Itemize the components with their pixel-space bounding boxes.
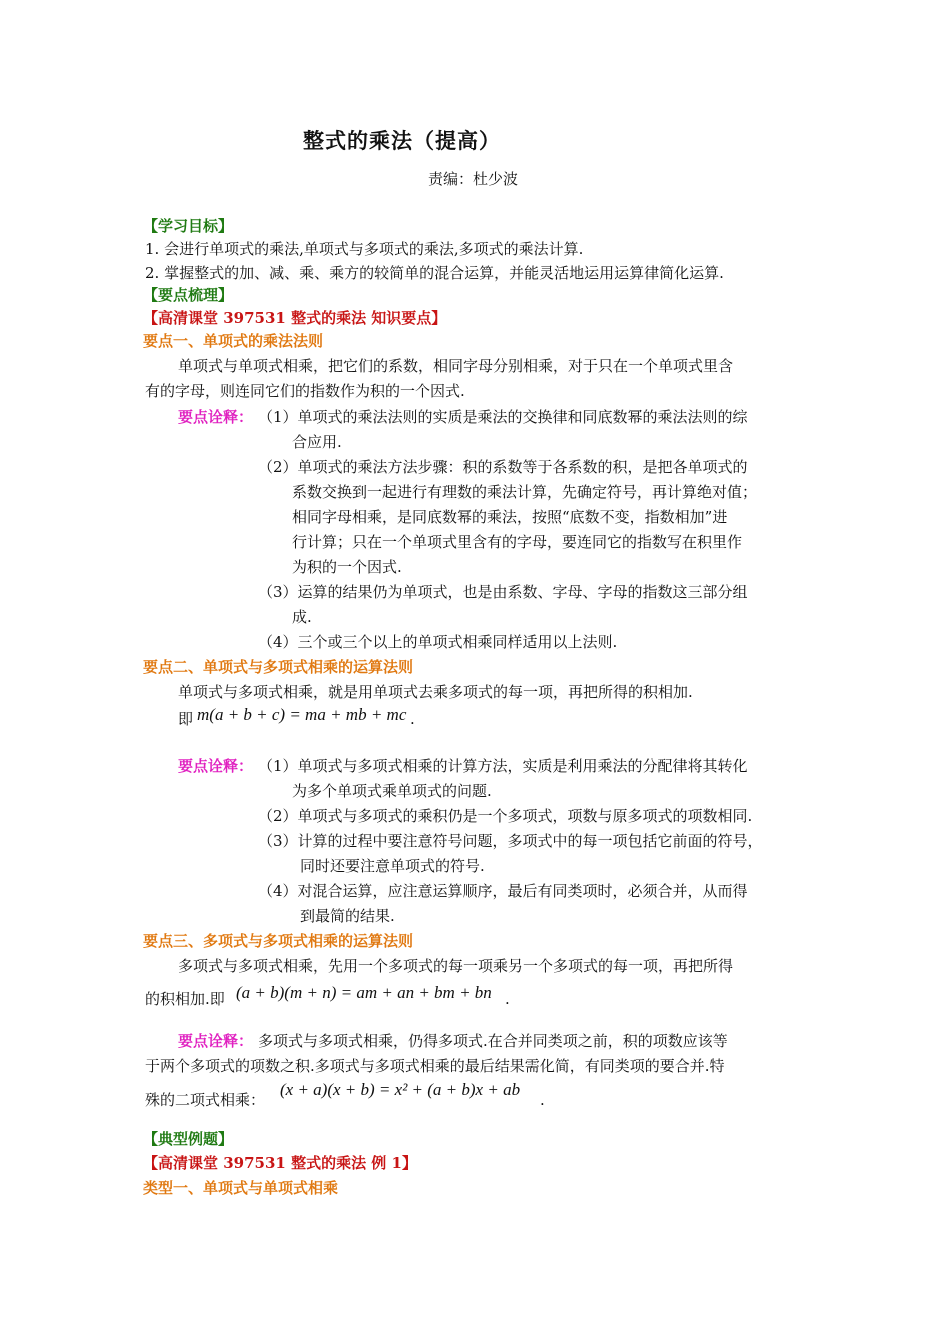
point3-formula: (a + b)(m + n) = am + an + bm + bn bbox=[236, 983, 492, 1002]
video-link-example1[interactable]: 【高清课堂 397531 整式的乘法 例 1】 bbox=[143, 1154, 417, 1172]
point1-body-line1: 单项式与单项式相乘，把它们的系数，相同字母分别相乘，对于只在一个单项式里含 bbox=[178, 357, 734, 375]
point1-note-3b: 成. bbox=[292, 608, 312, 626]
point2-note-4b: 到最简的结果. bbox=[300, 907, 395, 925]
editor-credit: 责编：杜少波 bbox=[428, 170, 519, 188]
point2-formula: m(a + b + c) = ma + mb + mc bbox=[197, 705, 407, 724]
point1-note-2e: 为积的一个因式. bbox=[292, 558, 402, 576]
point2-body: 单项式与多项式相乘，就是用单项式去乘多项式的每一项，再把所得的积相加. bbox=[178, 683, 693, 701]
point3-formula2-period: . bbox=[540, 1091, 545, 1109]
point3-note-line3: 殊的二项式相乘： bbox=[145, 1091, 266, 1109]
point3-body-prefix: 的积相加.即 bbox=[145, 990, 225, 1008]
points-header: 【要点梳理】 bbox=[143, 286, 234, 304]
point1-note-1a: （1）单项式的乘法法则的实质是乘法的交换律和同底数幂的乘法法则的综 bbox=[258, 408, 748, 426]
page-title: 整式的乘法（提高） bbox=[303, 128, 501, 153]
point2-formula-prefix: 即 bbox=[178, 710, 194, 728]
point1-note-label: 要点诠释： bbox=[178, 408, 254, 426]
goal-item-2: 2. 掌握整式的加、减、乘、乘方的较简单的混合运算，并能灵活地运用运算律简化运算. bbox=[145, 264, 724, 282]
video-link-knowledge[interactable]: 【高清课堂 397531 整式的乘法 知识要点】 bbox=[143, 309, 447, 327]
point1-note-2d: 行计算；只在一个单项式里含有的字母，要连同它的指数写在积里作 bbox=[292, 533, 743, 551]
point3-note-line1: 多项式与多项式相乘，仍得多项式.在合并同类项之前，积的项数应该等 bbox=[258, 1032, 728, 1050]
goals-header: 【学习目标】 bbox=[143, 217, 234, 235]
point1-note-4: （4）三个或三个以上的单项式相乘同样适用以上法则. bbox=[258, 633, 618, 651]
point2-heading: 要点二、单项式与多项式相乘的运算法则 bbox=[143, 658, 414, 676]
point3-formula-period: . bbox=[505, 990, 510, 1008]
goal-item-1: 1. 会进行单项式的乘法,单项式与多项式的乘法,多项式的乘法计算. bbox=[145, 240, 584, 258]
point3-heading: 要点三、多项式与多项式相乘的运算法则 bbox=[143, 932, 414, 950]
point1-note-3a: （3）运算的结果仍为单项式，也是由系数、字母、字母的指数这三部分组 bbox=[258, 583, 748, 601]
point1-body-line2: 有的字母，则连同它们的指数作为积的一个因式. bbox=[145, 382, 465, 400]
point1-heading: 要点一、单项式的乘法法则 bbox=[143, 332, 324, 350]
point1-note-2b: 系数交换到一起进行有理数的乘法计算，先确定符号，再计算绝对值； bbox=[292, 483, 758, 501]
examples-header: 【典型例题】 bbox=[143, 1130, 234, 1148]
point3-note-line2: 于两个多项式的项数之积.多项式与多项式相乘的最后结果需化简，有同类项的要合并.特 bbox=[145, 1057, 725, 1075]
type1-heading: 类型一、单项式与单项式相乘 bbox=[143, 1179, 339, 1197]
point3-body-line1: 多项式与多项式相乘，先用一个多项式的每一项乘另一个多项式的每一项，再把所得 bbox=[178, 957, 734, 975]
point3-formula2: (x + a)(x + b) = x² + (a + b)x + ab bbox=[280, 1080, 521, 1099]
point2-note-label: 要点诠释： bbox=[178, 757, 254, 775]
point1-note-1b: 合应用. bbox=[292, 433, 342, 451]
point1-note-2a: （2）单项式的乘法方法步骤：积的系数等于各系数的积，是把各单项式的 bbox=[258, 458, 748, 476]
point2-formula-period: . bbox=[410, 710, 415, 728]
point2-note-1a: （1）单项式与多项式相乘的计算方法，实质是利用乘法的分配律将其转化 bbox=[258, 757, 748, 775]
point2-note-3b: 同时还要注意单项式的符号. bbox=[300, 857, 485, 875]
point2-note-2: （2）单项式与多项式的乘积仍是一个多项式，项数与原多项式的项数相同. bbox=[258, 807, 753, 825]
point2-note-3a: （3）计算的过程中要注意符号问题，多项式中的每一项包括它前面的符号， bbox=[258, 832, 763, 850]
point2-note-4a: （4）对混合运算，应注意运算顺序，最后有同类项时，必须合并，从而得 bbox=[258, 882, 748, 900]
point3-note-label: 要点诠释： bbox=[178, 1032, 254, 1050]
point2-note-1b: 为多个单项式乘单项式的问题. bbox=[292, 782, 492, 800]
point1-note-2c: 相同字母相乘，是同底数幂的乘法，按照“底数不变，指数相加”进 bbox=[292, 508, 728, 526]
